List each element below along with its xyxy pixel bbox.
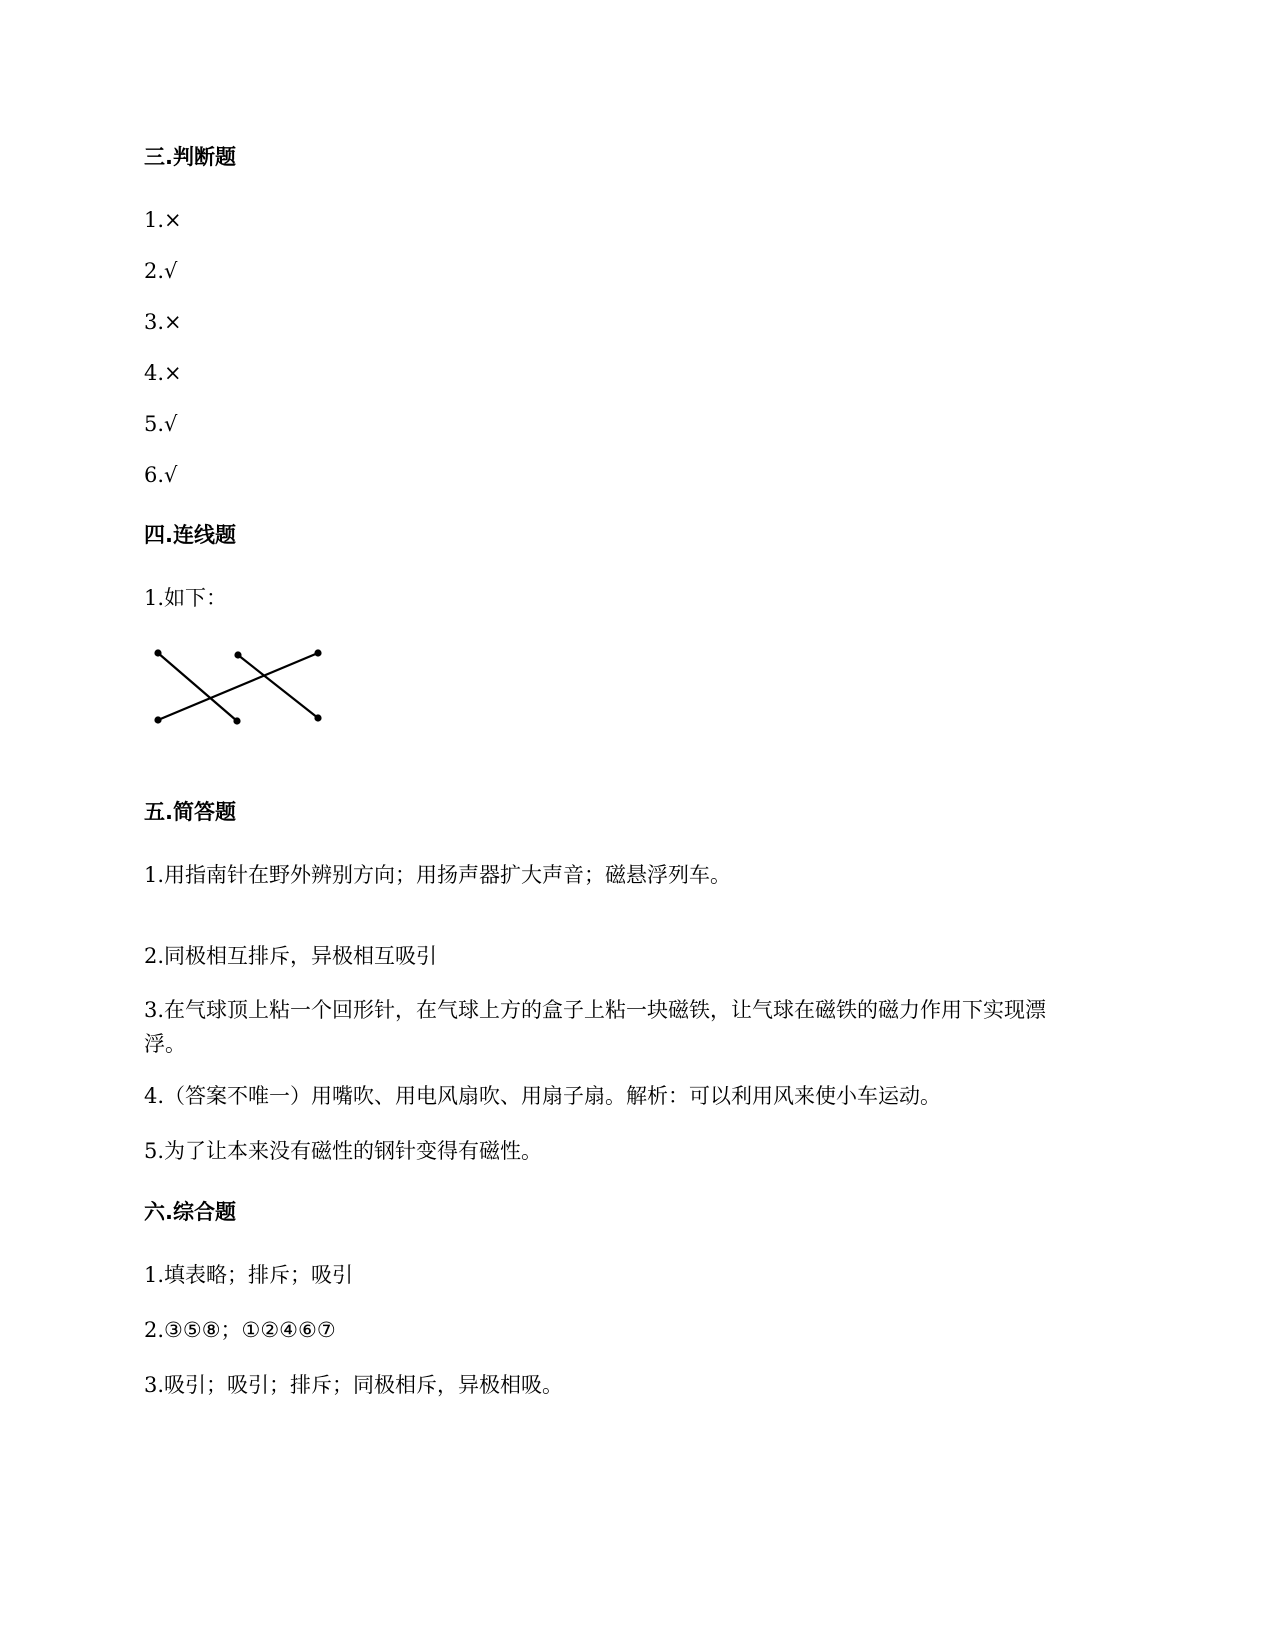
short-answer-5: 5.为了让本来没有磁性的钢针变得有磁性。 (144, 1139, 543, 1163)
short-answer-1: 1.用指南针在野外辨别方向；用扬声器扩大声音；磁悬浮列车。 (144, 863, 732, 887)
section-6-heading: 六.综合题 (144, 1200, 236, 1224)
dot-bottom-1 (154, 716, 161, 723)
dot-bottom-3 (314, 714, 321, 721)
section-4-heading: 四.连线题 (144, 523, 236, 547)
section-5-heading: 五.简答题 (144, 800, 236, 824)
judgment-answer-4: 4.× (144, 361, 182, 385)
judgment-answer-3: 3.× (144, 310, 182, 334)
connecting-line-3 (158, 653, 318, 720)
connecting-line-2 (238, 655, 318, 718)
judgment-answer-6: 6.√ (144, 463, 178, 487)
matching-answer-1: 1.如下： (144, 586, 228, 610)
comprehensive-answer-1: 1.填表略；排斥；吸引 (144, 1263, 354, 1287)
comprehensive-answer-3: 3.吸引；吸引；排斥；同极相斥，异极相吸。 (144, 1373, 564, 1397)
judgment-answer-5: 5.√ (144, 412, 178, 436)
short-answer-2: 2.同极相互排斥，异极相互吸引 (144, 944, 438, 968)
judgment-answer-1: 1.× (144, 208, 182, 232)
dot-top-2 (234, 651, 241, 658)
dot-top-1 (154, 649, 161, 656)
section-3-heading: 三.判断题 (144, 145, 236, 169)
comprehensive-answer-2: 2.③⑤⑧；①②④⑥⑦ (144, 1318, 336, 1342)
short-answer-3: 3.在气球顶上粘一个回形针，在气球上方的盒子上粘一块磁铁，让气球在磁铁的磁力作用下实现漂浮。 (144, 998, 1047, 1056)
dot-bottom-2 (233, 717, 240, 724)
connecting-line-1 (158, 653, 237, 721)
short-answer-4: 4.（答案不唯一）用嘴吹、用电风扇吹、用扇子扇。解析：可以利用风来使小车运动。 (144, 1084, 942, 1108)
judgment-answer-2: 2.√ (144, 259, 178, 283)
dot-top-3 (314, 649, 321, 656)
matching-lines-diagram (150, 646, 330, 730)
